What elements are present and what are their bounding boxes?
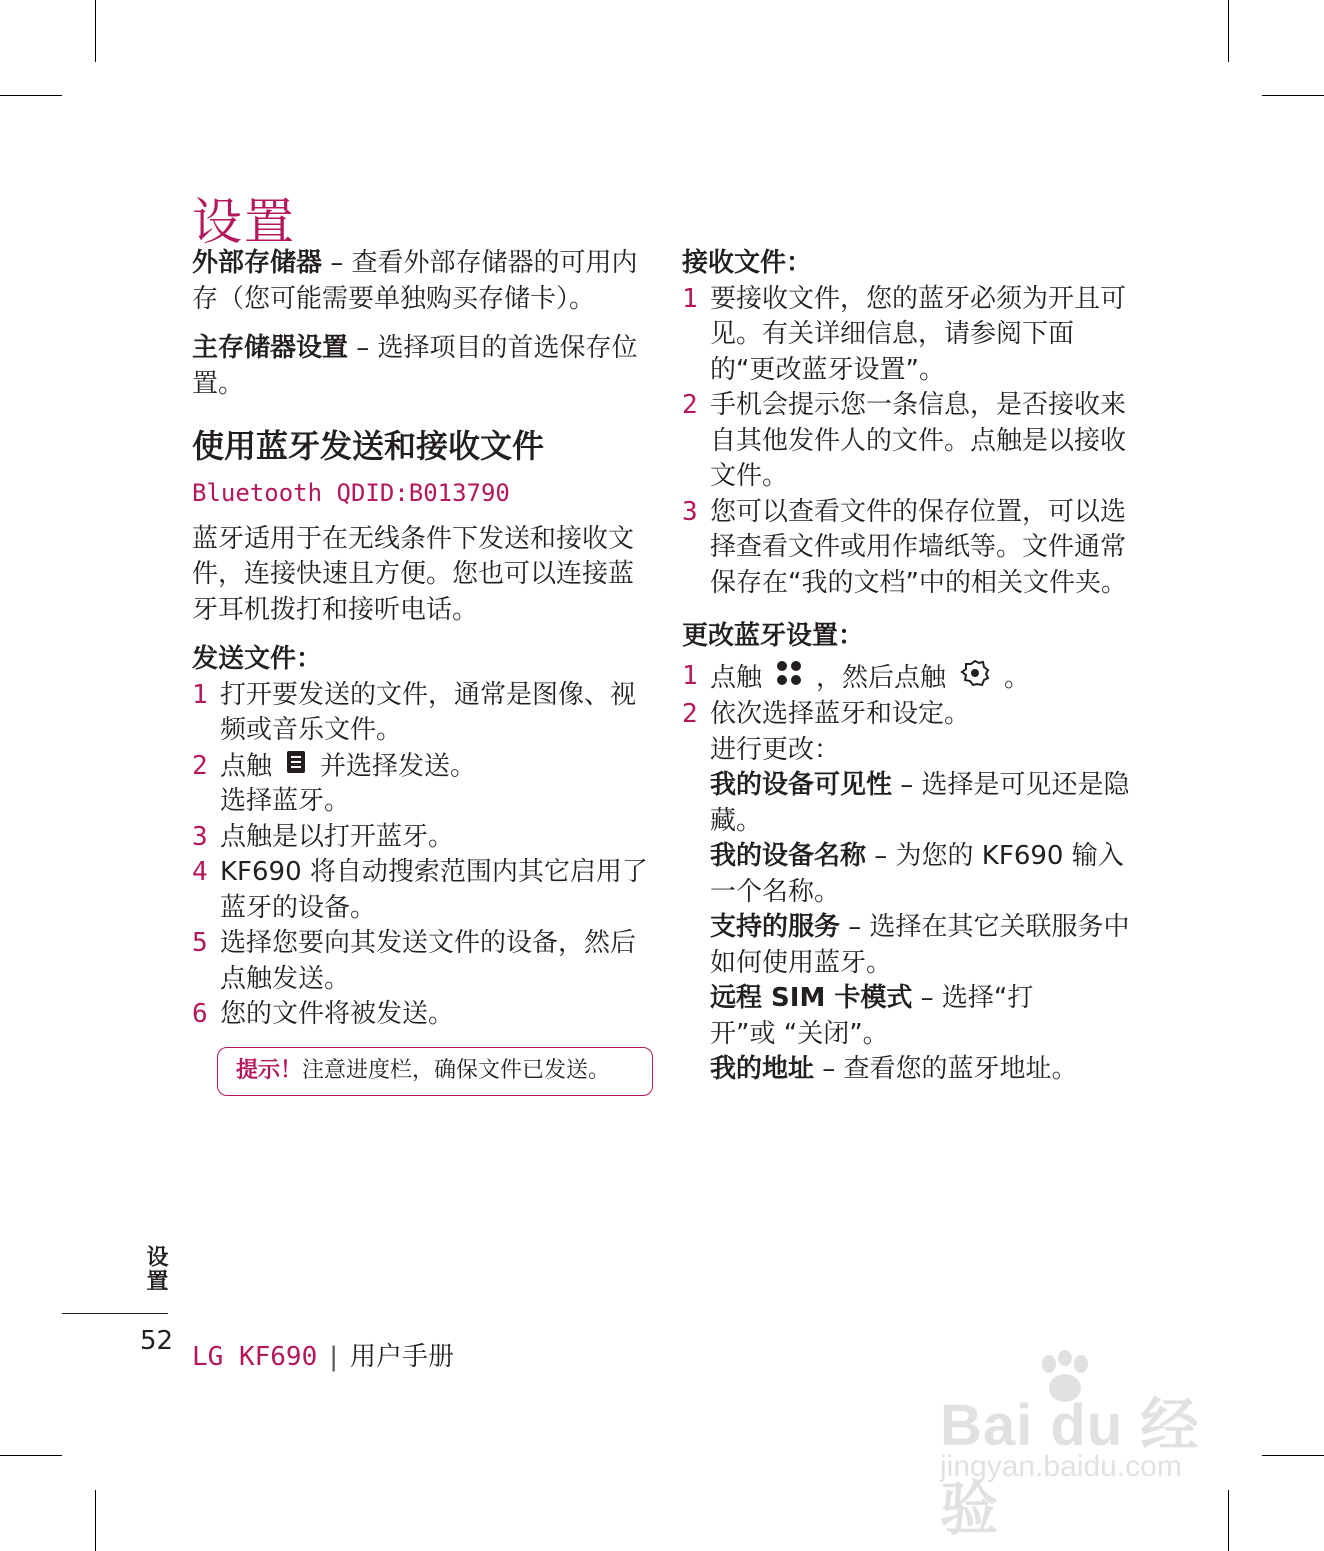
- step-text: 手机会提示您一条信息，是否接收来自其他发件人的文件。点触是以接收文件。: [710, 390, 1127, 491]
- crop-mark: [1262, 95, 1324, 96]
- step-number: 1: [682, 660, 698, 691]
- setting-term: 支持的服务: [710, 912, 841, 942]
- send-step: [192, 926, 652, 997]
- change-steps-list: [682, 659, 1137, 769]
- step-text: 。: [1004, 662, 1031, 693]
- footer-brand: LG KF690: [192, 1342, 318, 1372]
- crop-mark: [95, 0, 96, 62]
- crop-mark: [0, 1455, 62, 1456]
- main-storage-paragraph: [192, 331, 652, 402]
- step-text: KF690 将自动搜索范围内其它启用了蓝牙的设备。: [220, 857, 648, 923]
- side-rule: [62, 1313, 168, 1314]
- send-step: [192, 997, 652, 1033]
- setting-term: 我的设备可见性: [710, 770, 893, 800]
- setting-desc: – 选择“打开”或 “关闭”。: [710, 983, 1034, 1049]
- bluetooth-intro: 蓝牙适用于在无线条件下发送和接收文件，连接快速且方便。您也可以连接蓝牙耳机拨打和接听电话。: [192, 523, 635, 625]
- side-section-label: 设置: [143, 1245, 168, 1293]
- setting-desc: – 为您的 KF690 输入一个名称。: [710, 841, 1124, 907]
- step-text: ，然后点触: [816, 662, 947, 693]
- receive-step: [682, 388, 1137, 495]
- right-column: [682, 246, 1137, 1088]
- bluetooth-heading: 使用蓝牙发送和接收文件: [192, 427, 545, 465]
- send-step: [192, 820, 652, 856]
- setting-desc: – 选择在其它关联服务中如何使用蓝牙。: [710, 912, 1130, 978]
- step-text: 点触: [220, 750, 273, 781]
- crop-mark: [1262, 1455, 1324, 1456]
- step-number: 2: [192, 750, 208, 781]
- step-number: 2: [682, 699, 698, 729]
- setting-term: 远程 SIM 卡模式: [710, 983, 913, 1013]
- ext-storage-paragraph: [192, 246, 652, 317]
- receive-step: [682, 282, 1137, 389]
- send-steps-list: [192, 678, 652, 1033]
- setting-item: [710, 910, 1137, 981]
- receive-step: [682, 495, 1137, 602]
- step-number: 6: [192, 999, 208, 1030]
- ext-storage-term: 外部存储器: [192, 248, 323, 278]
- setting-term: 我的设备名称: [710, 841, 867, 871]
- main-storage-desc: – 选择项目的首选保存位置。: [192, 333, 638, 399]
- step-number: 2: [682, 390, 698, 420]
- crop-mark: [95, 1490, 96, 1551]
- step-text: 选择您要向其发送文件的设备，然后点触发送。: [220, 928, 637, 994]
- change-step: [682, 659, 1137, 698]
- step-text: 点触是以打开蓝牙。: [220, 821, 455, 852]
- footer-manual: 用户手册: [350, 1342, 455, 1372]
- step-text: 依次选择蓝牙和设定。: [710, 699, 971, 729]
- tip-label: 提示！: [236, 1057, 303, 1083]
- grid-dots-icon: [776, 660, 802, 697]
- step-text-line2: 选择蓝牙。: [220, 786, 351, 817]
- step-number: 3: [192, 821, 208, 852]
- send-step: [192, 678, 652, 749]
- setting-item: [710, 981, 1090, 1052]
- step-number: 4: [192, 857, 208, 888]
- step-number: 5: [192, 928, 208, 959]
- step-text: 点触: [710, 662, 763, 693]
- step-text: 并选择发送。: [320, 750, 477, 781]
- send-step: [192, 855, 652, 926]
- page-number: 52: [140, 1326, 174, 1356]
- setting-item: [710, 1052, 1137, 1088]
- send-files-heading: 发送文件：: [192, 644, 323, 674]
- setting-item: [710, 839, 1137, 910]
- watermark-url: jingyan.baidu.com: [940, 1450, 1182, 1483]
- footer-separator: |: [329, 1342, 338, 1372]
- baidu-watermark: [940, 1350, 1250, 1542]
- change-settings-heading: 更改蓝牙设置：: [682, 621, 865, 651]
- receive-files-heading: 接收文件：: [682, 248, 813, 278]
- tip-box: [217, 1047, 653, 1096]
- change-step: [682, 697, 1137, 768]
- setting-desc: – 选择是可见还是隐藏。: [710, 770, 1130, 836]
- step-text: 要接收文件，您的蓝牙必须为开且可见。有关详细信息，请参阅下面的“更改蓝牙设置”。: [710, 283, 1127, 385]
- crop-mark: [0, 95, 62, 96]
- main-storage-term: 主存储器设置: [192, 333, 349, 363]
- tip-text: 注意进度栏，确保文件已发送。: [302, 1057, 611, 1083]
- step-text: 您可以查看文件的保存位置，可以选择查看文件或用作墙纸等。文件通常保存在“我的文档”中的相关文件夹。: [710, 496, 1127, 598]
- send-step: [192, 749, 652, 820]
- ext-storage-desc: – 查看外部存储器的可用内存（您可能需要单独购买存储卡）。: [192, 248, 638, 314]
- footer: [192, 1336, 454, 1373]
- step-text: 打开要发送的文件，通常是图像、视频或音乐文件。: [220, 679, 637, 745]
- page-title: 设置: [192, 192, 296, 251]
- setting-item: [710, 768, 1137, 839]
- crop-mark: [1228, 0, 1229, 62]
- step-number: 1: [682, 283, 698, 314]
- watermark-logo-text: Bai du 经验: [940, 1393, 1200, 1542]
- bluetooth-qdid: Bluetooth QDID:B013790: [192, 479, 510, 507]
- left-column: [192, 246, 652, 1096]
- menu-icon: [286, 749, 306, 785]
- setting-term: 我的地址: [710, 1054, 815, 1084]
- settings-list: [682, 768, 1137, 1088]
- step-text: 您的文件将被发送。: [220, 999, 455, 1030]
- step-number: 1: [192, 679, 208, 710]
- step-subtext: 进行更改：: [710, 734, 841, 765]
- step-number: 3: [682, 496, 698, 527]
- setting-desc: – 查看您的蓝牙地址。: [814, 1054, 1078, 1084]
- receive-steps-list: [682, 282, 1137, 602]
- settings-gear-icon: [960, 659, 990, 698]
